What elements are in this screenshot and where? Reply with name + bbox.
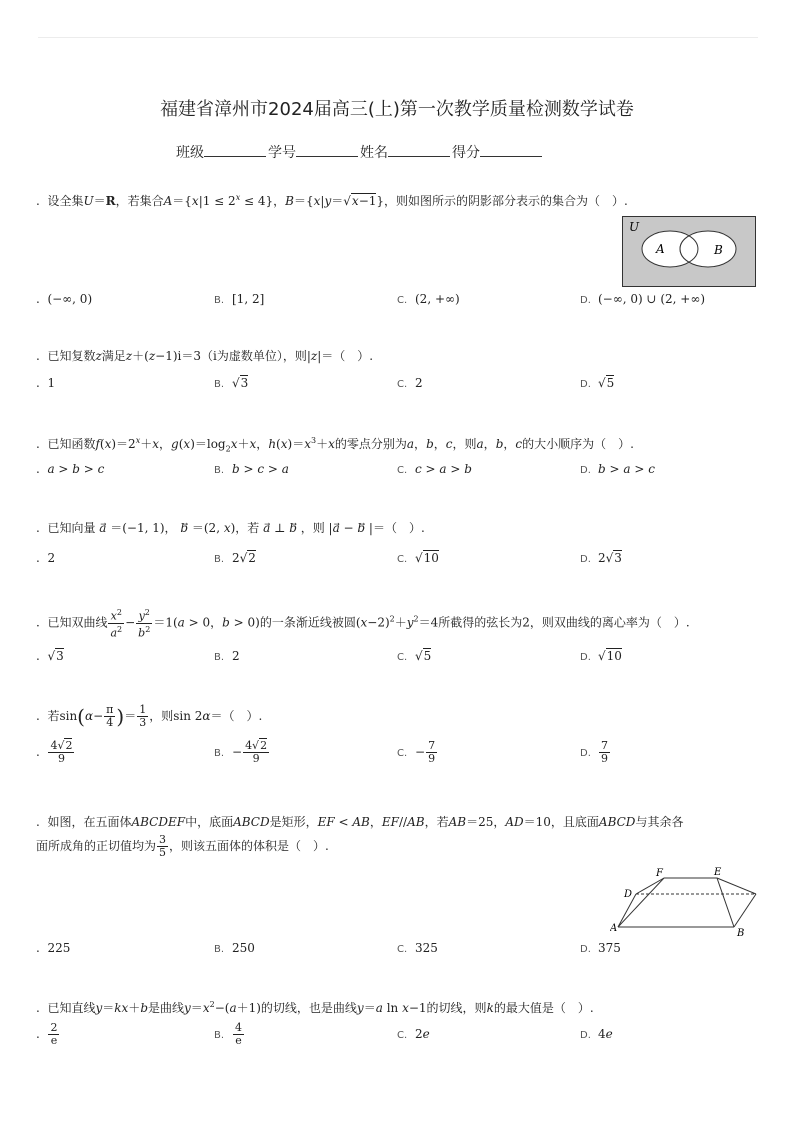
q4-option-b[interactable]: B. 2√2 <box>214 551 256 565</box>
question-6-stem: . 若sin(α− $\frac{\pi}{4}$ )＝ $\frac{1}{3}$ ，则sin 2α＝（ ）. <box>36 703 263 729</box>
q2-option-a[interactable]: . 1 <box>36 376 56 390</box>
q6-option-d[interactable]: D. $\frac{7}{9}$ <box>580 739 608 765</box>
q7-option-b[interactable]: B. 250 <box>214 941 255 955</box>
q1-option-a[interactable]: . (−∞, 0) <box>36 292 93 306</box>
question-8-stem: . 已知直线y＝kx＋b是曲线$y=x^2-(a+1)$的切线，也是曲线y＝a ln x−1的切线，则k的最大值是（ ）. <box>36 1000 594 1015</box>
name-blank[interactable] <box>388 144 450 157</box>
q5-option-d[interactable]: D. √10 <box>580 649 622 663</box>
vertex-label-b: B <box>737 928 745 939</box>
q8-option-d[interactable]: D. 4e <box>580 1027 613 1041</box>
question-1-stem: . 设全集U＝R，若集合$A=\{x|1 \le 2^x \le 4\}$，B＝{x|y＝√x−1}，则如图所示的阴影部分表示的集合为（ ）. <box>36 193 628 208</box>
pentahedron-figure <box>610 864 760 940</box>
q7-option-d[interactable]: D. 375 <box>580 941 621 955</box>
q3-option-a[interactable]: . a > b > c <box>36 462 105 476</box>
student-id-label: 学号 <box>268 145 296 161</box>
venn-diagram <box>622 216 756 287</box>
vertex-label-f: F <box>656 868 663 879</box>
question-2-stem: . 已知复数z满足z＋(z−1)i＝3（i为虚数单位），则|z|＝（ ）. <box>36 349 374 363</box>
page-title: 福建省漳州市2024届高三(上)第一次教学质量检测数学试卷 <box>160 99 634 120</box>
q4-option-a[interactable]: . 2 <box>36 551 56 565</box>
score-blank[interactable] <box>480 144 542 157</box>
q7-option-c[interactable]: C. 325 <box>397 941 438 955</box>
q6-option-c[interactable]: C. − $\frac{7}{9}$ <box>397 739 436 765</box>
question-4-stem: . 已知向量 a⃗ ＝(−1, 1)， b⃗ ＝(2, x)，若 a⃗ ⊥ b⃗ ，则 |a⃗ − b⃗ |＝（ ）. <box>36 521 425 535</box>
vertex-label-a: A <box>610 923 618 934</box>
q3-option-d[interactable]: D. b > a > c <box>580 462 655 476</box>
q4-option-c[interactable]: C. √10 <box>397 551 439 565</box>
q3-option-c[interactable]: C. c > a > b <box>397 462 472 476</box>
q5-option-a[interactable]: . √3 <box>36 649 64 663</box>
question-5-stem: . 已知双曲线 $\frac{x^2}{a^2}$ − $\frac{y^2}{b^2}$ ＝1(a > 0，b > 0)的一条渐近线被圆$(x-2)^2+y^2=4$所截得的弦长为2，则双曲线的离心率为（ ）. <box>36 608 690 640</box>
q8-option-b[interactable]: B. $\frac{4}{e}$ <box>214 1021 242 1047</box>
venn-label-u: U <box>629 220 640 234</box>
q5-option-b[interactable]: B. 2 <box>214 649 240 663</box>
question-3-stem: . 已知函数$f(x)=2^x+x$，$g(x)=\log_2x+x$，$h(x)=x^3+x$的零点分别为a，b，c，则a，b，c的大小顺序为（ ）. <box>36 436 634 454</box>
q6-option-b[interactable]: B. − $\frac{4√2}{9}$ <box>214 739 268 765</box>
question-7-stem-line2: 面所成角的正切值均为 $\frac{3}{5}$ ，则该五面体的体积是（ ）. <box>36 833 329 859</box>
q1-option-d[interactable]: D. (−∞, 0) ∪ (2, +∞) <box>580 292 706 306</box>
class-blank[interactable] <box>204 144 266 157</box>
q5-option-c[interactable]: C. √5 <box>397 649 432 663</box>
q6-option-a[interactable]: . $\frac{4√2}{9}$ <box>36 739 73 765</box>
venn-label-a: A <box>656 242 665 256</box>
q7-option-a[interactable]: . 225 <box>36 941 71 955</box>
q1-option-b[interactable]: B. [1, 2] <box>214 292 265 306</box>
q4-option-d[interactable]: D. 2√3 <box>580 551 622 565</box>
q1-option-c[interactable]: C. (2, +∞) <box>397 292 460 306</box>
vertex-label-e: E <box>714 867 722 878</box>
header-rule <box>38 37 758 38</box>
q8-option-a[interactable]: . $\frac{2}{e}$ <box>36 1021 58 1047</box>
question-7-stem-line1: . 如图，在五面体ABCDEF中，底面ABCD是矩形，EF < AB，EF//AB，若AB＝25，AD＝10，且底面ABCD与其余各 <box>36 815 684 829</box>
student-id-blank[interactable] <box>296 144 358 157</box>
q2-option-b[interactable]: B. √3 <box>214 376 249 390</box>
q2-option-d[interactable]: D. √5 <box>580 376 615 390</box>
vertex-label-d: D <box>624 889 633 900</box>
student-info-fields <box>176 142 544 162</box>
q8-option-c[interactable]: C. 2e <box>397 1027 430 1041</box>
q3-option-b[interactable]: B. b > c > a <box>214 462 289 476</box>
venn-label-b: B <box>714 243 723 257</box>
class-label: 班级 <box>176 145 204 161</box>
score-label: 得分 <box>452 145 480 161</box>
name-label: 姓名 <box>360 145 388 161</box>
q2-option-c[interactable]: C. 2 <box>397 376 423 390</box>
